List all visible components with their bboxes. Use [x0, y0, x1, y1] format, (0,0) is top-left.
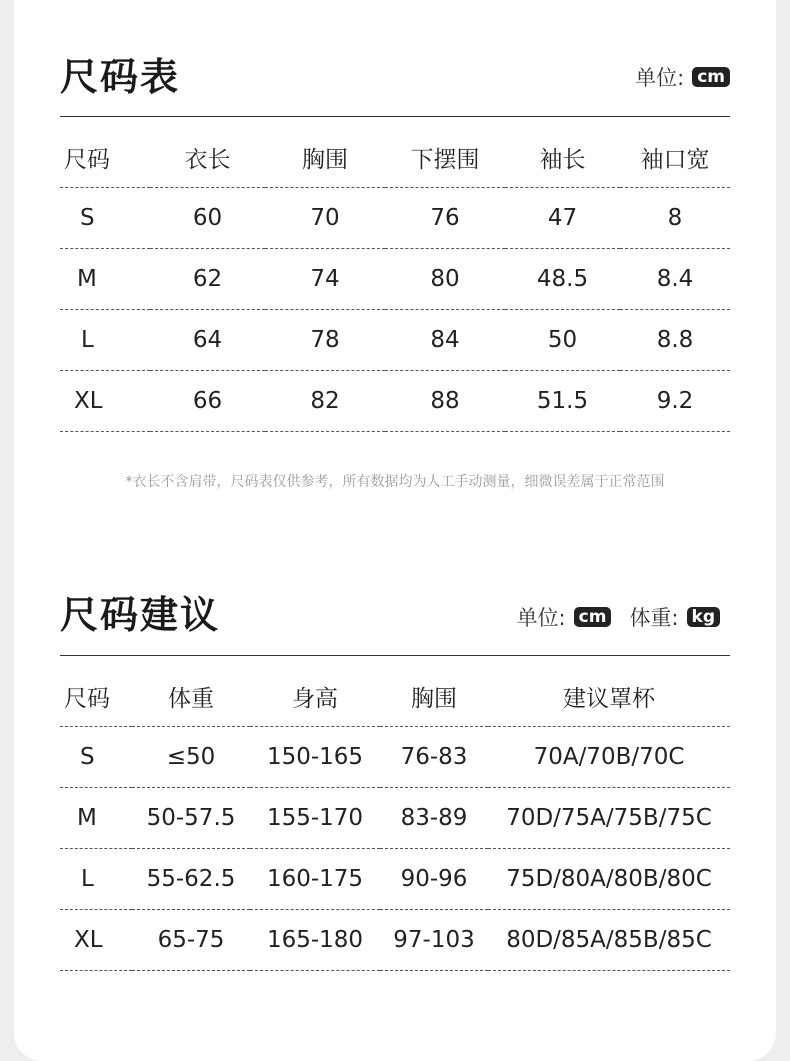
table-cell: ≤50	[132, 727, 250, 788]
col-header-cuff: 袖口宽	[620, 127, 730, 188]
table-cell: 97-103	[380, 910, 488, 971]
table-header-row	[60, 666, 730, 727]
table-row	[60, 249, 730, 310]
table-cell: 165-180	[250, 910, 380, 971]
col-header-bust: 胸围	[265, 127, 385, 188]
table-cell: 66	[150, 371, 265, 432]
size-advice-title: 尺码建议	[60, 593, 221, 637]
table-cell: 55-62.5	[132, 849, 250, 910]
table-cell: M	[60, 249, 150, 310]
table-row	[60, 788, 730, 849]
table-cell: 70	[265, 188, 385, 249]
table-row	[60, 849, 730, 910]
col-header-height: 身高	[250, 666, 380, 727]
table-cell: 82	[265, 371, 385, 432]
col-header-cup: 建议罩杯	[488, 666, 730, 727]
table-row	[60, 188, 730, 249]
table-cell: XL	[60, 371, 150, 432]
table-cell: 8	[620, 188, 730, 249]
table-cell: 150-165	[250, 727, 380, 788]
col-header-sleeve: 袖长	[505, 127, 620, 188]
size-advice-table	[60, 666, 730, 971]
table-header-row	[60, 127, 730, 188]
table-cell: 83-89	[380, 788, 488, 849]
col-header-size: 尺码	[60, 127, 150, 188]
size-chart-unit	[635, 62, 730, 92]
table-cell: 88	[385, 371, 505, 432]
table-cell: 84	[385, 310, 505, 371]
col-header-weight: 体重	[132, 666, 250, 727]
table-cell: 47	[505, 188, 620, 249]
table-cell: 160-175	[250, 849, 380, 910]
unit-badge-kg: kg	[687, 607, 720, 627]
col-header-length: 衣长	[150, 127, 265, 188]
table-cell: 76-83	[380, 727, 488, 788]
table-cell: 50-57.5	[132, 788, 250, 849]
table-cell: 75D/80A/80B/80C	[488, 849, 730, 910]
table-cell: 80D/85A/85B/85C	[488, 910, 730, 971]
table-cell: 64	[150, 310, 265, 371]
table-cell: 78	[265, 310, 385, 371]
unit-badge-cm: cm	[574, 607, 612, 627]
size-advice-top-rule	[60, 655, 730, 656]
size-chart-title: 尺码表	[60, 55, 181, 99]
table-cell: 80	[385, 249, 505, 310]
table-cell: L	[60, 310, 150, 371]
col-header-bust: 胸围	[380, 666, 488, 727]
unit-label: 单位:	[516, 606, 566, 630]
col-header-size: 尺码	[60, 666, 132, 727]
size-advice-unit	[517, 602, 720, 632]
col-header-hem: 下摆围	[385, 127, 505, 188]
table-cell: 90-96	[380, 849, 488, 910]
size-chart-note: *衣长不含肩带，尺码表仅供参考，所有数据均为人工手动测量，细微误差属于正常范围	[125, 474, 665, 490]
unit-badge-cm: cm	[692, 67, 730, 87]
size-chart-top-rule	[60, 116, 730, 117]
table-row	[60, 371, 730, 432]
table-cell: M	[60, 788, 132, 849]
table-cell: 70A/70B/70C	[488, 727, 730, 788]
table-row	[60, 727, 730, 788]
table-cell: XL	[60, 910, 132, 971]
table-cell: 70D/75A/75B/75C	[488, 788, 730, 849]
table-row	[60, 910, 730, 971]
table-cell: 62	[150, 249, 265, 310]
table-cell: 50	[505, 310, 620, 371]
table-cell: 76	[385, 188, 505, 249]
unit-label: 单位:	[635, 66, 685, 90]
table-cell: 8.4	[620, 249, 730, 310]
table-cell: S	[60, 188, 150, 249]
table-cell: 51.5	[505, 371, 620, 432]
table-cell: 48.5	[505, 249, 620, 310]
table-row	[60, 310, 730, 371]
table-cell: S	[60, 727, 132, 788]
table-cell: 9.2	[620, 371, 730, 432]
table-cell: 8.8	[620, 310, 730, 371]
weight-label: 体重:	[629, 606, 679, 630]
table-cell: 155-170	[250, 788, 380, 849]
table-cell: L	[60, 849, 132, 910]
table-cell: 65-75	[132, 910, 250, 971]
size-chart-table	[60, 127, 730, 432]
table-cell: 60	[150, 188, 265, 249]
table-cell: 74	[265, 249, 385, 310]
